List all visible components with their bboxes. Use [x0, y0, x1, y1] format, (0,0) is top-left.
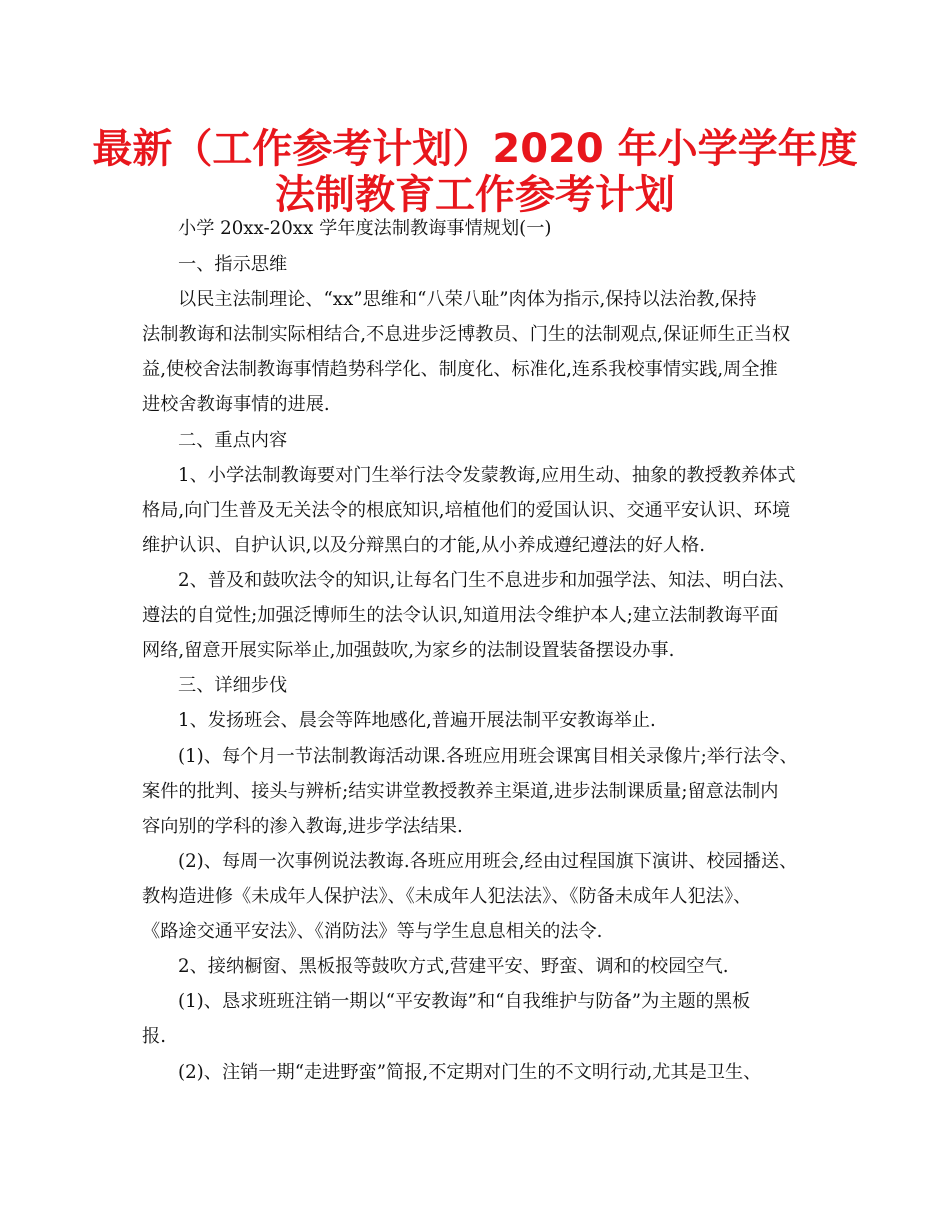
paragraph-line: 网络,留意开展实际举止,加强鼓吹,为家乡的法制设置装备摆设办事. [142, 640, 675, 661]
paragraph-line: 2、接纳橱窗、黑板报等鼓吹方式,营建平安、野蛮、调和的校园空气. [178, 956, 729, 977]
paragraph-line: 以民主法制理论、“xx”思维和“八荣八耻”肉体为指示,保持以法治教,保持 [178, 289, 757, 310]
paragraph-line: 1、小学法制教诲要对门生举行法令发蒙教诲,应用生动、抽象的教授教养体式 [178, 465, 796, 486]
paragraph-line: 报. [142, 1026, 166, 1047]
document-title-line-1: 最新（工作参考计划）2020 年小学学年度 [92, 126, 858, 172]
section-heading-3: 三、详细步伐 [178, 675, 288, 696]
section-heading-2: 二、重点内容 [178, 430, 288, 451]
document-title-line-2: 法制教育工作参考计划 [275, 172, 675, 218]
paragraph-line: 《路途交通平安法》、《消防法》等与学生息息相关的法令. [142, 921, 603, 942]
paragraph-line: (1)、恳求班班注销一期以“平安教诲”和“自我维护与防备”为主题的黑板 [178, 991, 751, 1012]
paragraph-line: 2、普及和鼓吹法令的知识,让每名门生不息进步和加强学法、知法、明白法、 [178, 570, 796, 591]
paragraph-line: 遵法的自觉性;加强泛博师生的法令认识,知道用法令维护本人;建立法制教诲平面 [142, 605, 779, 626]
paragraph-line: 1、发扬班会、晨会等阵地感化,普遍开展法制平安教诲举止. [178, 710, 656, 731]
paragraph-line: 法制教诲和法制实际相结合,不息进步泛博教员、门生的法制观点,保证师生正当权 [142, 324, 791, 345]
paragraph-line: 格局,向门生普及无关法令的根底知识,培植他们的爱国认识、交通平安认识、环境 [142, 500, 791, 521]
paragraph-line: 益,使校舍法制教诲事情趋势科学化、制度化、标准化,连系我校事情实践,周全推 [142, 359, 778, 380]
paragraph-line: 进校舍教诲事情的进展. [142, 394, 330, 415]
paragraph-line: (2)、每周一次事例说法教诲.各班应用班会,经由过程国旗下演讲、校园播送、 [178, 851, 798, 872]
paragraph-line: 案件的批判、接头与辨析;结实讲堂教授教养主渠道,进步法制课质量;留意法制内 [142, 781, 779, 802]
paragraph-line: 维护认识、自护认识,以及分辩黑白的才能,从小养成遵纪遵法的好人格. [142, 535, 705, 556]
subtitle: 小学 20xx-20xx 学年度法制教诲事情规划(一) [178, 218, 552, 239]
paragraph-line: 教构造进修《未成年人保护法》、《未成年人犯法法》、《防备未成年人犯法》、 [142, 886, 752, 907]
section-heading-1: 一、指示思维 [178, 254, 288, 275]
paragraph-line: (1)、每个月一节法制教诲活动课.各班应用班会课寓目相关录像片;举行法令、 [178, 746, 798, 767]
paragraph-line: (2)、注销一期“走进野蛮”简报,不定期对门生的不文明行动,尤其是卫生、 [178, 1062, 762, 1083]
paragraph-line: 容向别的学科的渗入教诲,进步学法结果. [142, 816, 463, 837]
